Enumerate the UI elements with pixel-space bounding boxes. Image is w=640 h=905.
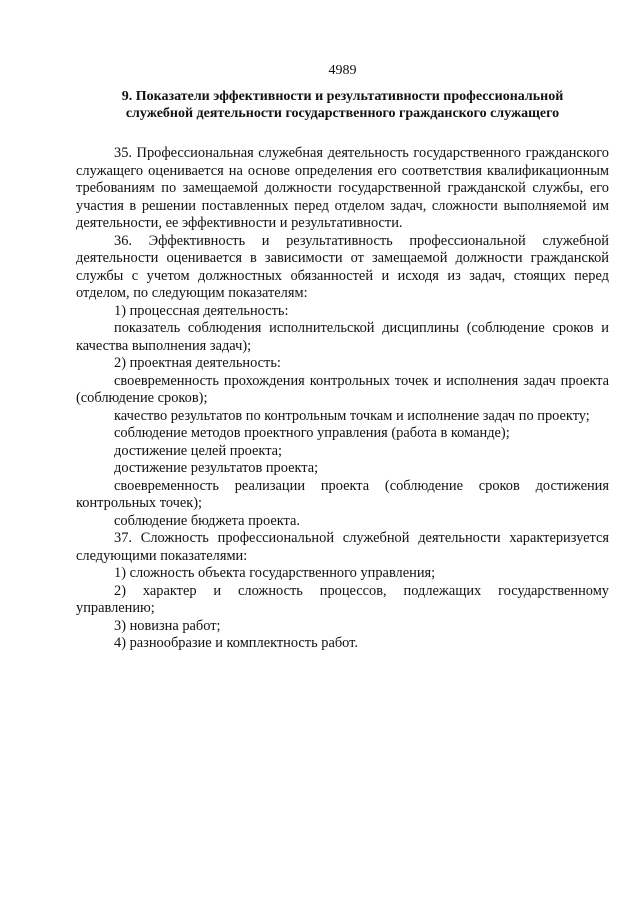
document-page xyxy=(76,62,609,653)
list-item-process-complexity: 2) характер и сложность процессов, подлежащих государственному управлению; xyxy=(76,582,609,616)
list-item-project-budget: соблюдение бюджета проекта. xyxy=(114,512,301,529)
list-item-diversity: 4) разнообразие и комплектность работ. xyxy=(114,635,358,651)
paragraph-35: 35. Профессиональная служебная деятельность государственного гражданского служащего оценивается на основе определения его соответствия квалификационным требованиям по замещаемой должности государственной гражданской службы, его участия в решении поставленных перед отделом задач, сложности выполняемой им деятельности, ее эффективности и результативности. xyxy=(76,145,609,231)
list-item-project-methods: соблюдение методов проектного управления (работа в команде); xyxy=(114,425,510,441)
list-item-project-goals: достижение целей проекта; xyxy=(114,442,283,459)
list-item-project-activity: 2) проектная деятельность: xyxy=(114,355,281,371)
paragraph-37: 37. Сложность профессиональной служебной деятельности характеризуется следующими показателями: xyxy=(76,530,609,564)
document-body xyxy=(76,145,609,653)
section-title-line-1: 9. Показатели эффективности и результативности профессиональной xyxy=(121,89,564,104)
list-item-project-results: достижение результатов проекта; xyxy=(114,460,319,476)
list-item-discipline-indicator: показатель соблюдения исполнительской дисциплины (соблюдение сроков и качества выполнения задач); xyxy=(76,320,609,354)
list-item-novelty: 3) новизна работ; xyxy=(114,617,221,634)
section-title xyxy=(76,88,609,122)
list-item-results-quality: качество результатов по контрольным точкам и исполнение задач по проекту; xyxy=(114,407,590,424)
paragraph-36: 36. Эффективность и результативность профессиональной служебной деятельности оценивается в зависимости от замещаемой должности гражданской службы с учетом должностных обязанностей и исходя из задач, стоящих перед отделом, по следующим показателям: xyxy=(76,232,609,301)
page-number: 4989 xyxy=(328,63,357,78)
section-title-line-2: служебной деятельности государственного гражданского служащего xyxy=(125,106,560,121)
list-item-object-complexity: 1) сложность объекта государственного управления; xyxy=(114,565,436,581)
list-item-checkpoints-timeliness: своевременность прохождения контрольных точек и исполнения задач проекта (соблюдение сроков); xyxy=(76,372,609,406)
list-item-project-timeliness: своевременность реализации проекта (соблюдение сроков достижения контрольных точек); xyxy=(76,477,609,511)
list-item-process-activity: 1) процессная деятельность: xyxy=(114,302,289,319)
